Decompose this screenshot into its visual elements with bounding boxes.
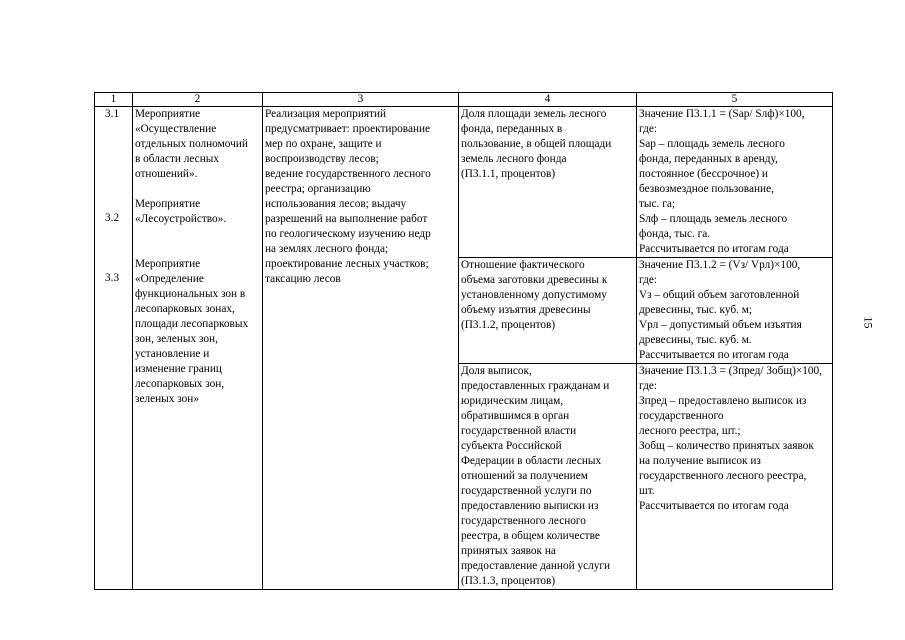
indicator-cell-1: Доля площади земель лесного фонда, переданных в пользование, в общей площади земель лесного фонда (П3.1.1, процентов) [459, 107, 637, 258]
header-cell-3: 3 [263, 93, 459, 107]
formula-1-line: Значение П3.1.1 = (Sар/ Sлф)×100, [639, 108, 805, 120]
formula-1-def-1: Sар – площадь земель лесного фонда, переданных в аренду, постоянное (бессрочное) и безвозмездное пользование, тыс. га; [639, 138, 785, 210]
number-cell [95, 107, 133, 590]
event-3-3: Мероприятие «Определение функциональных зон в лесопарковых зонах, площади лесопарковых зон, зеленых зон, установление и изменение границ лесопарковых зон, зеленых зон» [135, 258, 249, 405]
events-cell [133, 107, 263, 590]
formula-1-def-2: Sлф – площадь земель лесного фонда, тыс. га. [639, 213, 788, 240]
formula-cell-2 [637, 258, 833, 364]
formula-1-where: где: [639, 123, 657, 135]
formula-cell-1 [637, 107, 833, 258]
row-number-3-2: 3.2 [105, 212, 120, 224]
implementation-cell: Реализация мероприятий предусматривает: проектирование мер по охране, защите и воспроизводству лесов; ведение государственного лесного реестра; организацию использования лесов; выдачу разрешений на выполнение работ по геологическому изучению недр на землях лесного фонда; проектирование лесных участков; таксацию лесов [263, 107, 459, 590]
measures-table [94, 92, 833, 590]
formula-2-def-1: Vз – общий объем заготовленной древесины, тыс. куб. м; [639, 289, 800, 316]
formula-2-where: где: [639, 274, 657, 286]
formula-3-def-2: Зобщ – количество принятых заявок на получение выписок из государственного лесного реестра, шт. [639, 440, 814, 497]
formula-1-note: Рассчитывается по итогам года [639, 243, 789, 255]
table-header-row [95, 93, 833, 107]
formula-cell-3 [637, 364, 833, 590]
header-cell-4: 4 [459, 93, 637, 107]
event-3-1: Мероприятие «Осуществление отдельных полномочий в области лесных отношений». [135, 108, 248, 180]
formula-3-def-1: Зпред – предоставлено выписок из государственного лесного реестра, шт.; [639, 395, 807, 437]
table-row [95, 107, 833, 258]
indicator-cell-2: Отношение фактического объема заготовки древесины к установленному допустимому объему изъятия древесины (П3.1.2, процентов) [459, 258, 637, 364]
row-number-3-3: 3.3 [105, 272, 120, 284]
row-number-3-1: 3.1 [105, 108, 120, 120]
formula-3-where: где: [639, 380, 657, 392]
header-cell-5: 5 [637, 93, 833, 107]
formula-2-note: Рассчитывается по итогам года [639, 349, 789, 361]
formula-2-def-2: Vрл – допустимый объем изъятия древесины, тыс. куб. м. [639, 319, 802, 346]
formula-3-note: Рассчитывается по итогам года [639, 500, 789, 512]
header-cell-2: 2 [133, 93, 263, 107]
indicator-cell-3: Доля выписок, предоставленных гражданам и юридическим лицам, обратившимся в орган государственной власти субъекта Российской Федерации в области лесных отношений за получением государственной услуги по предоставлению выписки из государственного лесного реестра, в общем количестве принятых заявок на предоставление данной услуги (П3.1.3, процентов) [459, 364, 637, 590]
header-cell-1: 1 [95, 93, 133, 107]
formula-3-line: Значение П3.1.3 = (Зпред/ Зобщ)×100, [639, 365, 823, 377]
event-3-2: Мероприятие «Лесоустройство». [135, 198, 227, 225]
formula-2-line: Значение П3.1.2 = (Vз/ Vрл)×100, [639, 259, 801, 271]
page-number: 15 [861, 316, 876, 329]
